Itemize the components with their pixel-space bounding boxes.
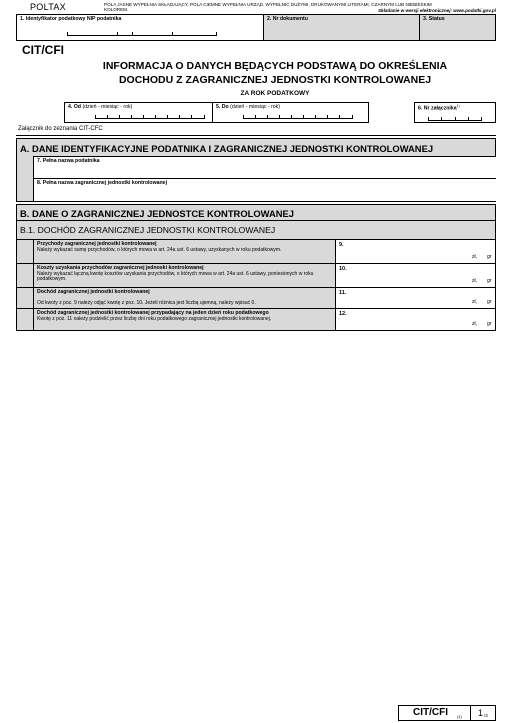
table-row: [17, 288, 495, 309]
row-11-description: [33, 288, 335, 308]
row-9-amount-field[interactable]: [335, 240, 495, 263]
table-row: [17, 264, 495, 288]
form-title-line1: INFORMACJA O DANYCH BĘDĄCYCH PODSTAWĄ DO OKREŚLENIA: [102, 60, 448, 72]
section-b1-header: [16, 220, 496, 239]
row-12-amount-field[interactable]: [335, 309, 495, 330]
period-to-field[interactable]: [213, 103, 368, 122]
attachment-footnote-ref: 1): [456, 104, 460, 108]
row-9-desc: Należy wykazać sumę przychodów, o których mowa w art. 24a ust. 6 ustawy, uzyskanych w roku podatkowym.: [37, 246, 282, 253]
electronic-filing-note: Składanie w wersji elektronicznej: www.podatki.gov.pl: [377, 8, 496, 13]
poltax-brand: POLTAX: [30, 2, 66, 12]
row-11-gr: gr: [487, 299, 492, 305]
row-12-description: [33, 309, 335, 330]
attachment-number-comb: [428, 117, 482, 121]
fill-instructions-line1: POLA JASNE WYPEŁNIA SKŁADAJĄCY, POLA CIEMNE WYPEŁNIA URZĄD. WYPEŁNIĆ DUŻYMI, DRUKOWANYMI LITERAMI, CZARNYM LUB NIEBIESKIM: [104, 2, 432, 7]
row-9-gr: gr: [487, 254, 492, 260]
document-number-field: [264, 15, 420, 40]
row-11-title: Dochód zagranicznej jednostki kontrolowanej: [37, 289, 150, 295]
period-from-field[interactable]: [65, 103, 213, 122]
row-11-zl: zł,: [472, 299, 477, 305]
taxpayer-name-label: 7. Pełna nazwa podatnika: [37, 158, 100, 164]
row-10-desc: Należy wykazać łączną kwotę kosztów uzyskania przychodów, o których mowa w art. 24a ust. 6 ustawy, poniesionych w roku podatkowym.: [37, 270, 314, 283]
row-12-desc: Kwotę z poz. 11 należy podzielić przez liczbę dni roku podatkowego zagranicznej jednostki kontrolowanej.: [37, 315, 272, 322]
row-10-zl: zł,: [472, 278, 477, 284]
row-9-title: Przychody zagranicznej jednostki kontrolowanej: [37, 241, 157, 247]
b1-table: [16, 239, 496, 331]
row-10-title: Koszty uzyskania przychodów zagranicznej jednoski kontrolowanej: [37, 265, 204, 271]
nip-comb: [67, 32, 217, 36]
row-11-amount-field[interactable]: [335, 288, 495, 308]
row-9-description: [33, 240, 335, 263]
form-title: [40, 60, 510, 87]
section-b1-title: B.1. DOCHÓD ZAGRANICZNEJ JEDNOSTKI KONTROLOWANEJ: [20, 225, 276, 235]
top-fields-row: [16, 14, 496, 41]
status-label: 3. Status: [423, 16, 445, 22]
period-from-comb: [95, 115, 205, 119]
nip-label: 1. Identyfikator podatkowy NIP podatnika: [20, 16, 122, 22]
attachment-number-label: [418, 105, 460, 112]
row-9-number: 9.: [339, 242, 344, 248]
footer-page-total: /3: [484, 713, 488, 718]
footer-page-number: 1: [478, 708, 484, 718]
section-a-title: A. DANE IDENTYFIKACYJNE PODATNIKA I ZAGRANICZNEJ JEDNOSTKI KONTROLOWANEJ: [20, 143, 434, 154]
section-b-header: [16, 204, 496, 220]
footer-form-code: CIT/CFI: [413, 707, 448, 718]
period-to-label: [216, 105, 280, 111]
row-11-number: 11.: [339, 290, 347, 296]
row-9-zl: zł,: [472, 254, 477, 260]
period-fields: [64, 102, 369, 123]
attachment-number-label-text: 6. Nr załącznika: [418, 105, 457, 112]
footer-form-version: (1): [457, 714, 462, 719]
footer-page-box: [470, 705, 496, 721]
period-from-label-text: 4. Od: [68, 104, 81, 110]
row-12-number: 12.: [339, 311, 347, 317]
nip-field[interactable]: [17, 15, 264, 40]
document-number-label: 2. Nr dokumentu: [267, 16, 308, 22]
row-12-gr: gr: [487, 321, 492, 327]
period-from-label: [68, 105, 132, 111]
form-title-line2: DOCHODU Z ZAGRANICZNEJ JEDNOSTKI KONTROLOWANEJ: [118, 73, 432, 86]
cfc-name-label: 8. Pełna nazwa zagranicznej jednostki kontrolowanej: [37, 180, 168, 186]
row-12-title: Dochód zagranicznej jednostki kontrolowanej przypadający na jeden dzień roku podatkowego: [37, 310, 269, 316]
table-row: [17, 309, 495, 330]
section-a: [16, 138, 496, 202]
footer-form-code-box: [398, 705, 470, 721]
period-from-hint: (dzień - miesiąc - rok): [82, 104, 133, 110]
row-11-desc: Od kwoty z poz. 9 należy odjąć kwotę z poz. 10. Jeżeli różnica jest liczbą ujemną, należy wpisać 0.: [37, 299, 256, 306]
attachment-number-field[interactable]: [414, 102, 496, 123]
row-10-description: [33, 264, 335, 287]
section-b-title: B. DANE O ZAGRANICZNEJ JEDNOSTCE KONTROLOWANEJ: [20, 208, 294, 219]
period-to-hint: (dzień - miesiąc - rok): [230, 104, 281, 110]
table-row: [17, 240, 495, 264]
period-to-label-text: 5. Do: [216, 104, 229, 110]
status-field: [420, 15, 495, 40]
row-10-amount-field[interactable]: [335, 264, 495, 287]
row-12-zl: zł,: [472, 321, 477, 327]
period-to-comb: [243, 115, 353, 119]
attachment-of-label: Załącznik do zeznania CIT-CFC: [16, 126, 496, 136]
form-code: CIT/CFI: [22, 43, 64, 57]
cfc-name-field[interactable]: [33, 178, 496, 201]
taxpayer-name-field[interactable]: [33, 156, 496, 178]
row-10-gr: gr: [487, 278, 492, 284]
fill-instructions-line2: KOLOREM.: [104, 7, 129, 13]
form-subtitle: ZA ROK PODATKOWY: [240, 90, 310, 97]
row-10-number: 10.: [339, 266, 347, 272]
